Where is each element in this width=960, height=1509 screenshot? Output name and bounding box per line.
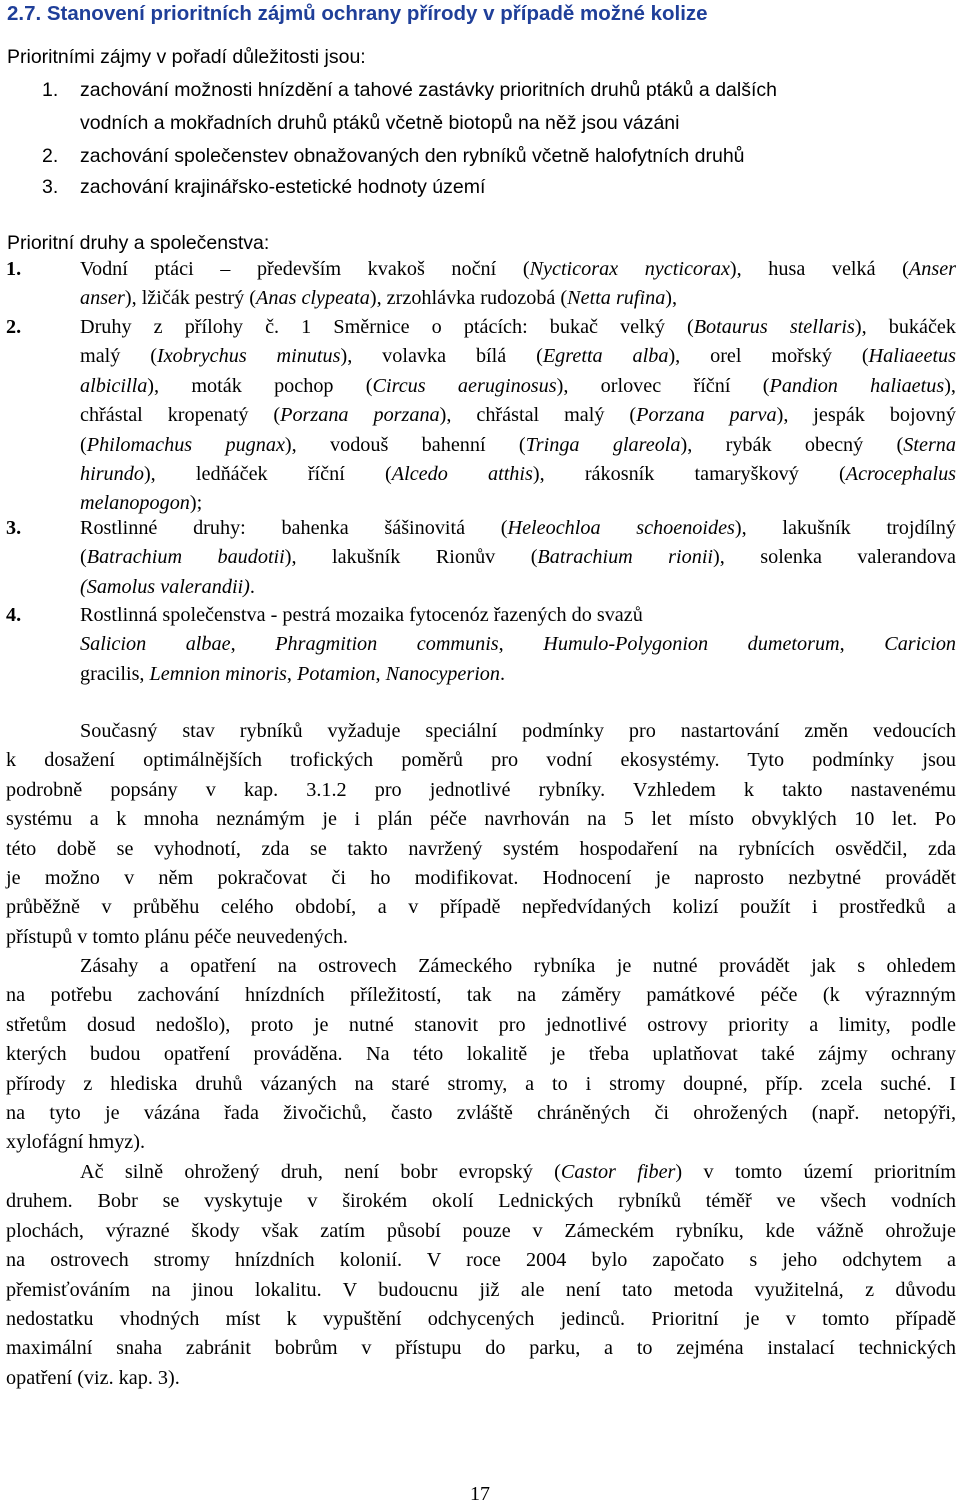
priority-text: zachování společenstev obnažovaných den rybníků včetně halofytních druhů — [80, 145, 745, 167]
paragraph: Současný stav rybníků vyžaduje speciální podmínky pro nastartování změn vedoucích k dosažení optimálnějších trofických poměrů pro vodní ekosystémy. Tyto podmínky jsou podrobně popsány v kap. 3.1.2 pro jednotlivé rybníky. Vzhledem k takto nastavenému systému a k mnoha neznámým je i plán péče navrhován na 5 let místo obvyklých 10 let. Po této době se vyhodnotí, zda se takto navržený systém hospodaření na rybnících osvědčil, zda je možno v něm pokračovat či ho modifikovat. Hodnocení je naprosto nezbytné provádět průběžně v průběhu celého období, a v případě nepředvídaných kolizí použít i prostředků a přístupů v tomto plánu péče neuvedených. — [6, 720, 956, 948]
item-number: 2. — [6, 316, 22, 338]
paragraph: Ač silně ohrožený druh, není bobr evropský (Castor fiber) v tomto území prioritním druhem. Bobr se vyskytuje v širokém okolí Lednických rybníků téměř ve všech vodních plochách, výrazné škody však zatím působí pouze v Zámeckém rybníku, kde vážně ohrožuje na ostrovech stromy hnízdních kolonií. V roce 2004 bylo započato s jeho odchytem a přemisťováním na jinou lokalitu. V budoucnu již ale není tato metoda využitelná, z důvodu nedostatku vhodných míst k vypuštění odchycených jedinců. Prioritní je v tomto případě maximální snaha zabránit bobrům v přístupu do parku, a to zejména instalací technických opatření (viz. kap. 3). — [6, 1161, 956, 1389]
species-item — [6, 514, 956, 604]
priority-number: 1. — [42, 79, 59, 101]
species-item — [6, 255, 956, 315]
paragraph: Zásahy a opatření na ostrovech Zámeckého rybníka je nutné provádět jak s ohledem na potřebu zachování hnízdních příležitostí, tak na záměry památkové péče (k výraznným střetům dosud nedošlo), proto je nutné stanovit pro jednotlivé ostrovy priority a limity, podle kterých budou opatření prováděna. Na této lokalitě je třeba uplatňovat také zájmy ochrany přírody z hlediska druhů vázaných na staré stromy, a to i stromy doupné, příp. zcela suché. I na tyto je vázána řada živočichů, často zvláště chráněných či ohrožených (např. netopýři, xylofágní hmyz). — [6, 955, 956, 1154]
priority-text: vodních a mokřadních druhů ptáků včetně biotopů na něž jsou vázáni — [80, 112, 680, 134]
item-number: 4. — [6, 604, 22, 626]
priorities-intro: Prioritními zájmy v pořadí důležitosti jsou: — [7, 46, 366, 68]
priority-number: 2. — [42, 145, 59, 167]
species-item — [6, 601, 956, 691]
priority-text: zachování krajinářsko-estetické hodnoty území — [80, 176, 486, 198]
item-text: Rostlinné druhy: bahenka šášinovitá (Heleochloa schoenoides), lakušník trojdílný (Batrachium baudotii), lakušník Rionův (Batrachium rionii), solenka valerandova (Samolus valerandii). — [80, 517, 956, 598]
priority-text: zachování možnosti hnízdění a tahové zastávky prioritních druhů ptáků a dalších — [80, 79, 777, 101]
item-number: 1. — [6, 258, 22, 280]
priority-number: 3. — [42, 176, 59, 198]
page-number: 17 — [470, 1483, 490, 1505]
species-item — [6, 313, 956, 523]
item-text: Vodní ptáci – především kvakoš noční (Nycticorax nycticorax), husa velká (Anser anser), lžičák pestrý (Anas clypeata), zrzohlávka rudozobá (Netta rufina), — [80, 258, 957, 310]
item-text: Druhy z přílohy č. 1 Směrnice o ptácích: bukač velký (Botaurus stellaris), bukáček malý (Ixobrychus minutus), volavka bílá (Egretta alba), orel mořský (Haliaeetus albicilla), moták pochop (Circus aeruginosus), orlovec říční (Pandion haliaetus), chřástal kropenatý (Porzana porzana), chřástal malý (Porzana parva), jespák bojovný (Philomachus pugnax), vodouš bahenní (Tringa glareola), rybák obecný (Sterna hirundo), ledňáček říční (Alcedo atthis), rákosník tamaryškový (Acrocephalus melanopogon); — [80, 316, 957, 515]
item-text: Rostlinná společenstva - pestrá mozaika fytocenóz řazených do svazů Salicion albae, Phragmition communis, Humulo-Polygonion dumetorum, Caricion gracilis, Lemnion minoris, Potamion, Nanocyperion. — [80, 604, 957, 685]
section-heading: 2.7. Stanovení prioritních zájmů ochrany přírody v případě možné kolize — [7, 2, 708, 25]
item-number: 3. — [6, 517, 22, 539]
species-intro: Prioritní druhy a společenstva: — [7, 232, 270, 254]
